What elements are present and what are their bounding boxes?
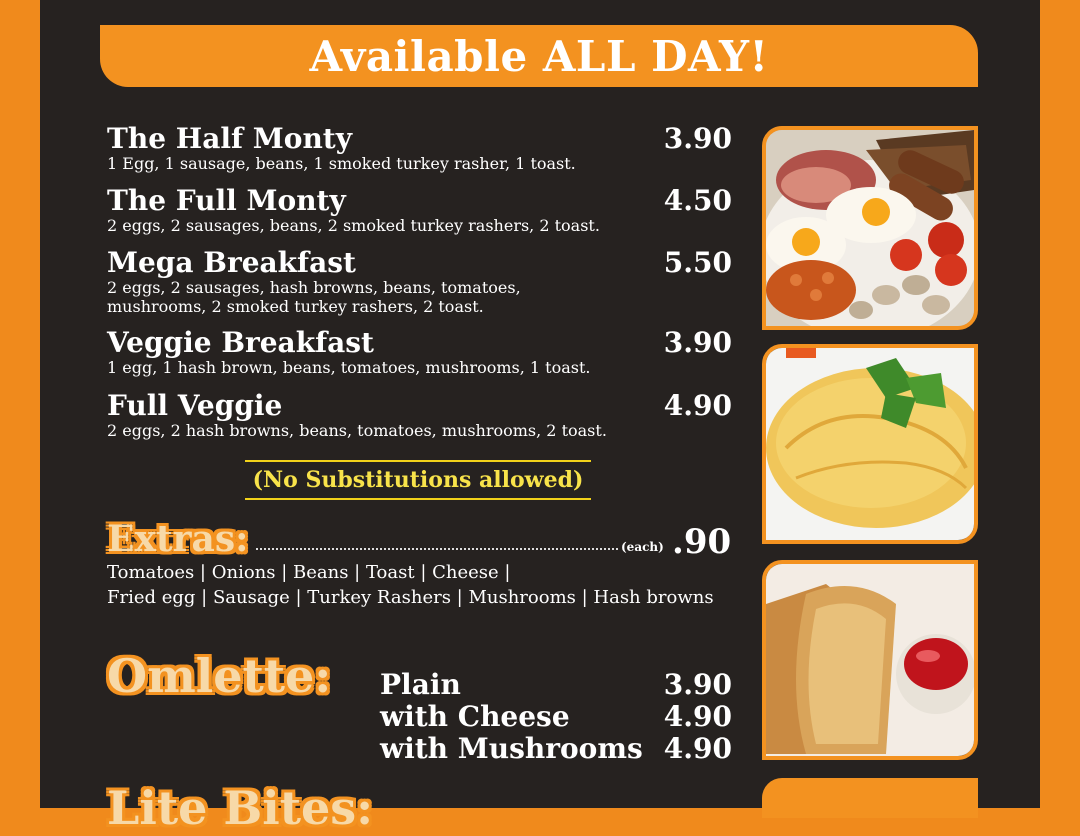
menu-item (107, 248, 732, 316)
omelette-heading: Omlette: (107, 649, 332, 703)
toast-with-jam-image (766, 564, 974, 756)
menu-item-name: The Full Monty (107, 184, 346, 217)
no-substitutions-notice: (No Substitutions allowed) (245, 460, 591, 500)
menu-item-description: 2 eggs, 2 hash browns, beans, tomatoes, mushrooms, 2 toast. (107, 421, 607, 440)
extras-line: Tomatoes | Onions | Beans | Toast | Cheese | (107, 562, 511, 583)
extras-heading: Extras: (107, 518, 249, 560)
title-banner (100, 25, 978, 87)
menu-item-name: Full Veggie (107, 389, 283, 422)
lite-bites-heading: Lite Bites: (107, 781, 374, 835)
menu-item-description: 2 eggs, 2 sausages, hash browns, beans, tomatoes, mushrooms, 2 smoked turkey rashers, 2 toast. (107, 278, 521, 316)
omelette-image (766, 348, 974, 540)
menu-item (107, 391, 732, 440)
omelette-item (380, 733, 732, 765)
photo-frame-partial (762, 778, 978, 818)
omelette-item (380, 669, 732, 701)
omelette-photo (762, 344, 978, 544)
menu-item-description: 1 Egg, 1 sausage, beans, 1 smoked turkey rasher, 1 toast. (107, 154, 576, 173)
omelette-item-price: 3.90 (663, 668, 732, 701)
extras-line: Fried egg | Sausage | Turkey Rashers | Mushrooms | Hash browns (107, 587, 714, 608)
toast-photo (762, 560, 978, 760)
menu-item-price: 4.90 (663, 389, 732, 422)
omelette-item-price: 4.90 (663, 732, 732, 765)
menu-item-price: 3.90 (663, 122, 732, 155)
full-english-breakfast-image (766, 130, 974, 326)
menu-item-description: 1 egg, 1 hash brown, beans, tomatoes, mushrooms, 1 toast. (107, 358, 591, 377)
dotted-leader (256, 548, 618, 550)
menu-item (107, 328, 732, 377)
menu-item-name: The Half Monty (107, 122, 353, 155)
omelette-item-price: 4.90 (663, 700, 732, 733)
menu-item-price: 5.50 (663, 246, 732, 279)
banner-title: Available ALL DAY! (309, 31, 769, 81)
extras-price: .90 (672, 522, 732, 562)
each-label: (each) (621, 540, 664, 554)
menu-item (107, 124, 732, 173)
menu-item-name: Mega Breakfast (107, 246, 356, 279)
omelette-item-name: Plain (380, 668, 461, 701)
menu-item-name: Veggie Breakfast (107, 326, 374, 359)
breakfast-photo (762, 126, 978, 330)
omelette-item (380, 701, 732, 733)
omelette-item-name: with Cheese (380, 700, 570, 733)
menu-item (107, 186, 732, 235)
menu-item-price: 4.50 (663, 184, 732, 217)
menu-item-description: 2 eggs, 2 sausages, beans, 2 smoked turkey rashers, 2 toast. (107, 216, 600, 235)
omelette-item-name: with Mushrooms (380, 732, 643, 765)
menu-item-price: 3.90 (663, 326, 732, 359)
extras-list (107, 560, 714, 610)
